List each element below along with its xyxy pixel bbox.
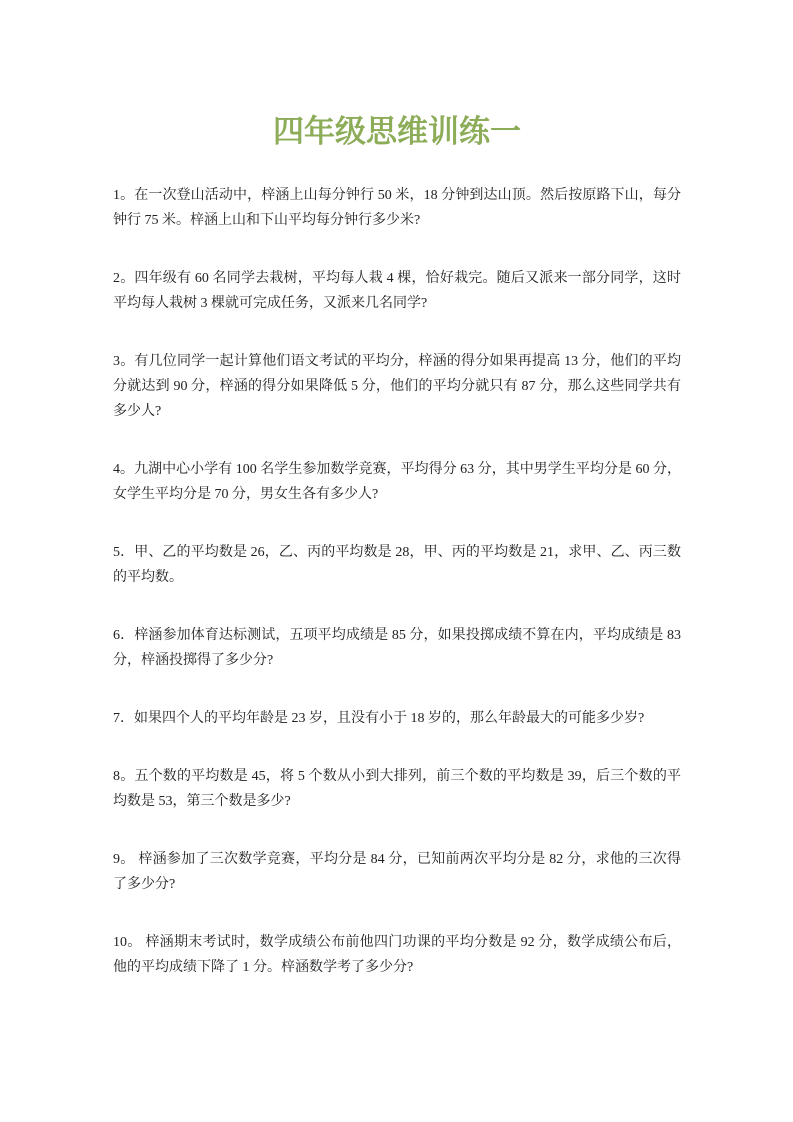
problem-item-6 xyxy=(113,623,681,673)
problem-item-1 xyxy=(113,183,681,233)
problem-item-2 xyxy=(113,266,681,316)
problem-list xyxy=(113,183,681,980)
problem-number: 8。 xyxy=(113,769,135,784)
problem-text: 四年级有 60 名同学去栽树，平均每人栽 4 棵，恰好栽完。随后又派来一部分同学，这时平均每人栽树 3 棵就可完成任务，又派来几名同学? xyxy=(113,271,681,311)
problem-number: 6． xyxy=(113,628,135,643)
problem-number: 9。 xyxy=(113,852,135,867)
problem-number: 10。 xyxy=(113,935,142,950)
problem-number: 4。 xyxy=(113,462,135,477)
problem-text: 梓涵参加体育达标测试，五项平均成绩是 85 分，如果投掷成绩不算在内，平均成绩是 83 分，梓涵投掷得了多少分? xyxy=(113,628,682,668)
problem-number: 3。 xyxy=(113,354,135,369)
problem-item-8 xyxy=(113,764,681,814)
problem-item-9 xyxy=(113,847,681,897)
problem-text: 如果四个人的平均年龄是 23 岁，且没有小于 18 岁的，那么年龄最大的可能多少岁? xyxy=(134,711,645,726)
problem-item-4 xyxy=(113,457,681,507)
problem-text: 五个数的平均数是 45，将 5 个数从小到大排列，前三个数的平均数是 39，后三个数的平均数是 53，第三个数是多少? xyxy=(113,769,682,809)
problem-text: 九湖中心小学有 100 名学生参加数学竞赛，平均得分 63 分，其中男学生平均分是 60 分，女学生平均分是 70 分，男女生各有多少人? xyxy=(113,462,682,502)
problem-item-10 xyxy=(113,930,681,980)
problem-text: 有几位同学一起计算他们语文考试的平均分，梓涵的得分如果再提高 13 分，他们的平均分就达到 90 分，梓涵的得分如果降低 5 分，他们的平均分就只有 87 分，那么这些同学共有多少人? xyxy=(113,354,682,419)
problem-number: 1。 xyxy=(113,188,135,203)
worksheet-title: 四年级思维训练一 xyxy=(273,114,521,149)
problem-text: 在一次登山活动中，梓涵上山每分钟行 50 米，18 分钟到达山顶。然后按原路下山，每分钟行 75 米。梓涵上山和下山平均每分钟行多少米? xyxy=(113,188,682,228)
problem-number: 5． xyxy=(113,545,135,560)
problem-text: 梓涵参加了三次数学竞赛，平均分是 84 分，已知前两次平均分是 82 分，求他的三次得了多少分? xyxy=(113,852,681,892)
problem-item-5 xyxy=(113,540,681,590)
problem-text: 梓涵期末考试时，数学成绩公布前他四门功课的平均分数是 92 分，数学成绩公布后，他的平均成绩下降了 1 分。梓涵数学考了多少分? xyxy=(113,935,682,975)
problem-number: 2。 xyxy=(113,271,135,286)
problem-item-7 xyxy=(113,706,681,731)
problem-item-3 xyxy=(113,349,681,424)
problem-text: 甲、乙的平均数是 26，乙、丙的平均数是 28，甲、丙的平均数是 21，求甲、乙、丙三数的平均数。 xyxy=(113,545,682,585)
problem-number: 7． xyxy=(113,711,134,726)
